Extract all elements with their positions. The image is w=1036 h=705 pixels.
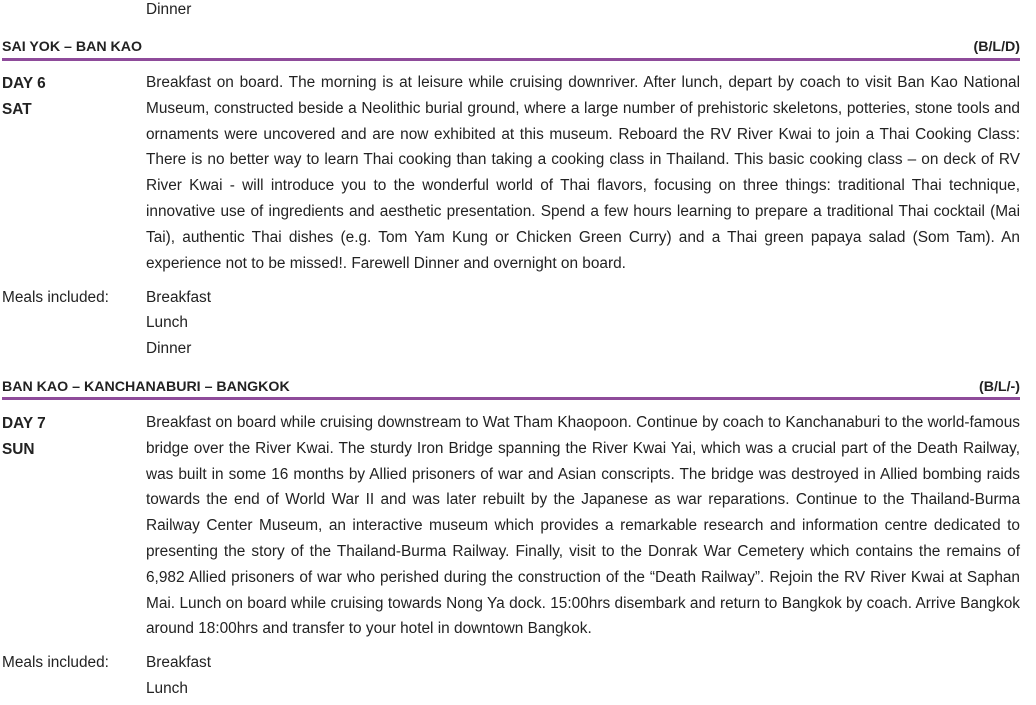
section-divider <box>2 58 1020 61</box>
weekday-label: SAT <box>2 101 32 118</box>
weekday-label: SUN <box>2 441 35 458</box>
meal-code: (B/L/-) <box>979 379 1020 395</box>
meal-item-breakfast: Breakfast <box>146 289 212 306</box>
section-title: SAI YOK – BAN KAO <box>2 39 143 55</box>
section-title: BAN KAO – KANCHANABURI – BANGKOK <box>2 379 290 395</box>
meal-item-lunch: Lunch <box>146 314 188 331</box>
day-label: DAY 7 <box>2 415 46 432</box>
meal-item-lunch: Lunch <box>146 680 188 697</box>
section-divider <box>2 397 1020 400</box>
meals-included-label: Meals included: <box>2 289 109 306</box>
day-description: Breakfast on board. The morning is at leisure while cruising downriver. After lunch, depart by coach to visit Ban Kao National Museum, constructed beside a Neolithic burial ground, where a large number of prehistoric skeletons, potteries, stone tools and ornaments were uncovered and are now exhibited at this museum. Reboard the RV River Kwai to join a Thai Cooking Class: There is no better way to learn Thai cooking than taking a cooking class in Thailand. This basic cooking class – on deck of RV River Kwai - will introduce you to the wonderful world of Thai flavors, focusing on three things: traditional Thai technique, innovative use of ingredients and aesthetic presentation. Spend a few hours learning to prepare a traditional Thai cocktail (Mai Tai), authentic Thai dishes (e.g. Tom Yam Kung or Chicken Green Curry) and a Thai green papaya salad (Som Tam). An experience not to be missed!. Farewell Dinner and overnight on board. <box>146 74 1020 272</box>
meal-item-dinner: Dinner <box>146 1 192 18</box>
section-header-ban-kao <box>2 377 1020 397</box>
meals-included-label: Meals included: <box>2 654 109 671</box>
day-description: Breakfast on board while cruising downstream to Wat Tham Khaopoon. Continue by coach to Kanchanaburi to the world-famous bridge over the River Kwai. The sturdy Iron Bridge spanning the River Kwai Yai, which was a crucial part of the Death Railway, was built in some 16 months by Allied prisoners of war and Asian conscripts. The bridge was destroyed in Allied bombing raids towards the end of World War II and was later rebuilt by the Japanese as war reparations. Continue to the Thailand-Burma Railway Center Museum, an interactive museum which provides a remarkable research and information centre dedicated to presenting the story of the Thailand-Burma Railway. Finally, visit to the Donrak War Cemetery which contains the remains of 6,982 Allied prisoners of war who perished during the construction of the “Death Railway”. Rejoin the RV River Kwai at Saphan Mai. Lunch on board while cruising towards Nong Ya dock. 15:00hrs disembark and return to Bangkok by coach. Arrive Bangkok around 18:00hrs and transfer to your hotel in downtown Bangkok. <box>146 414 1020 638</box>
meal-code: (B/L/D) <box>973 39 1020 55</box>
section-header-sai-yok <box>2 37 1020 57</box>
meal-item-breakfast: Breakfast <box>146 654 212 671</box>
meal-item-dinner: Dinner <box>146 340 192 357</box>
day-label: DAY 6 <box>2 75 46 92</box>
